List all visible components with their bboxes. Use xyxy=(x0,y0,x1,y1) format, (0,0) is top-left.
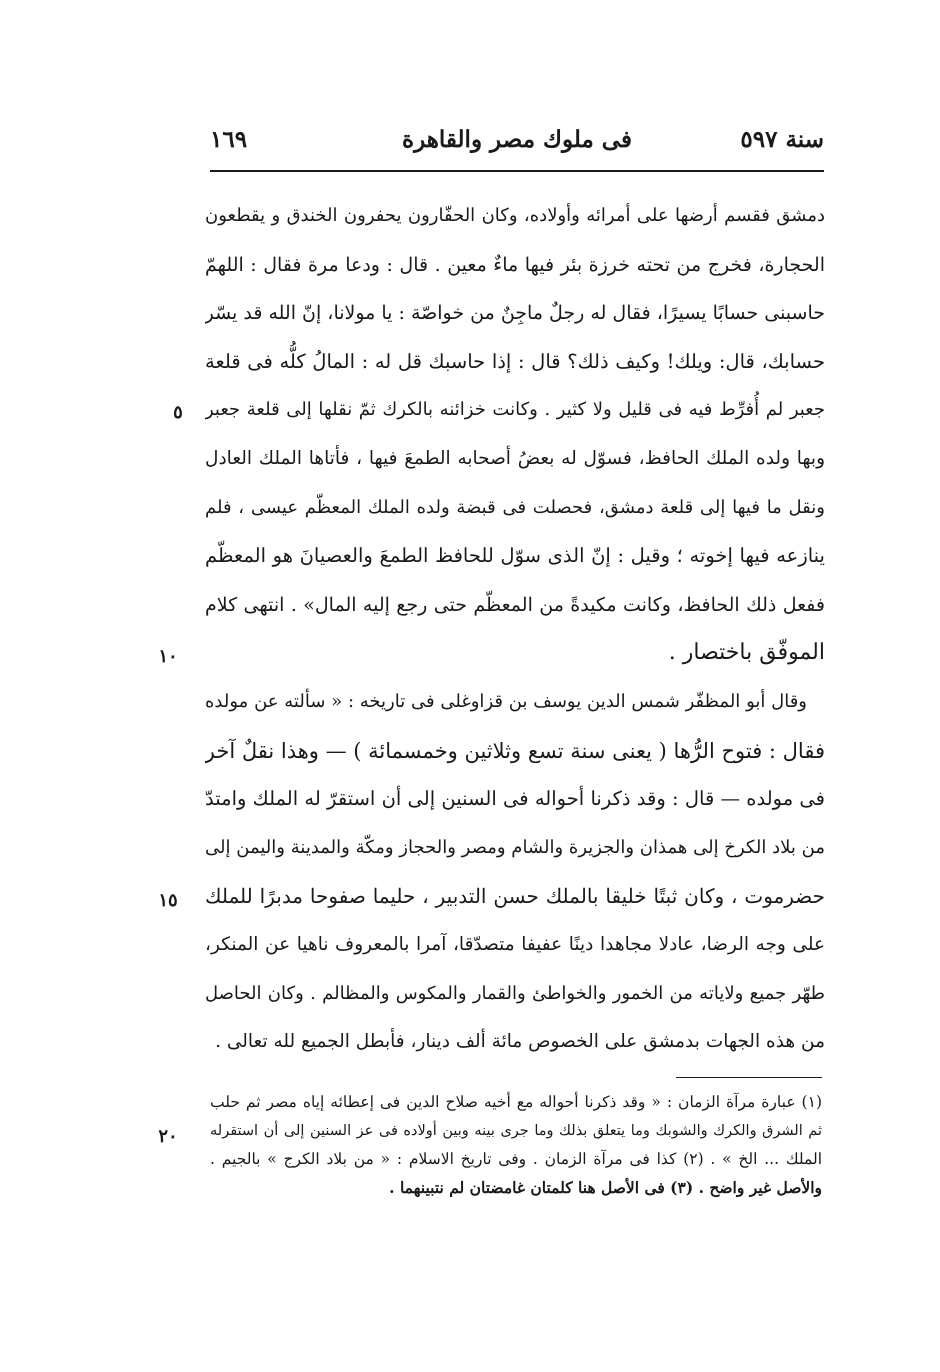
text-line: دمشق فقسم أرضها على أمرائه وأولاده، وكان الحفّارون يحفرون الخندق و يقطعون xyxy=(205,205,825,226)
text-line: من بلاد الكرخ إلى همذان والجزيرة والشام ومصر والحجاز ومكّة والمدينة واليمن إلى xyxy=(205,836,825,858)
text-line: الحجارة، فخرج من تحته خرزة بئر فيها ماءٌ معين . قال : ودعا مرة فقال : اللهمّ xyxy=(205,253,825,276)
text-line: ينازعه فيها إخوته ؛ وقيل : إنّ الذى سوّل للحافظ الطمعَ والعصيانَ هو المعظّم xyxy=(205,544,825,568)
footnote-line: والأصل غير واضح . (٣) فى الأصل هنا كلمتان غامضتان لم نتبينهما . xyxy=(389,1177,822,1197)
text-line: جعبر لم أُفرِّط فيه فى قليل ولا كثير . وكانت خزائنه بالكرك ثمّ نقلها إلى قلعة جعبر xyxy=(205,399,825,421)
line-number-20: ٢٠ xyxy=(158,1126,178,1147)
text-line: حضرموت ، وكان ثبتًا خليقا بالملك حسن التدبير ، حليما صفوحا مدبرًا للملك xyxy=(205,884,825,909)
line-number-10: ١٠ xyxy=(158,646,178,667)
text-line: على وجه الرضا، عادلا مجاهدا دينًا عفيفا متصدّقا، آمرا بالمعروف ناهيا عن المنكر، xyxy=(205,933,825,955)
text-line: حاسبنى حسابًا يسيرًا، فقال له رجلٌ ماجِنٌ من خواصّة : يا مولانا، إنّ الله قد يسّر xyxy=(205,302,825,325)
text-line: وبها ولده الملك الحافظ، فسوّل له بعضُ أصحابه الطمعَ فيها ، فأتاها الملك العادل xyxy=(205,447,825,469)
footnote-line: الملك ... الخ » . (٢) كذا فى مرآة الزمان . وفى تاريخ الاسلام : « من بلاد الكرج » بالجيم . xyxy=(210,1150,822,1168)
text-line: طهّر جميع ولاياته من الخمور والخواطئ والقمار والمكوس والمظالم . وكان الحاصل xyxy=(205,982,825,1004)
text-line: ونقل ما فيها إلى قلعة دمشق، فحصلت فى قبضة ولده الملك المعظّم عيسى ، فلم xyxy=(205,496,825,518)
text-line: ففعل ذلك الحافظ، وكانت مكيدةً من المعظّم حتى رجع إليه المال» . انتهى كلام xyxy=(205,593,825,616)
header-rule xyxy=(210,170,824,172)
line-number-15: ١٥ xyxy=(158,890,178,911)
footnotes xyxy=(210,1088,822,1202)
text-line: وقال أبو المظفّر شمس الدين يوسف بن قزاوغلى فى تاريخه : « سألته عن مولده xyxy=(205,690,807,712)
page-number: ١٦٩ xyxy=(210,126,248,153)
text-line: الموفّق باختصار . xyxy=(668,640,825,666)
main-text xyxy=(205,192,825,1067)
text-line: فقال : فتوح الرُّها ( يعنى سنة تسع وثلاثين وخمسمائة ) — وهذا نقلٌ آخر xyxy=(205,738,825,763)
header-year: سنة ٥٩٧ xyxy=(740,126,824,153)
footnote-line: ثم الشرق والكرك والشوبك وما يتعلق بذلك وما جرى بينه وبين أولاده فى عز السنين إلى أن استقرله xyxy=(210,1122,822,1139)
text-line: من هذه الجهات بدمشق على الخصوص مائة ألف دينار، فأبطل الجميع لله تعالى . xyxy=(215,1031,825,1053)
text-line: فى مولده — قال : وقد ذكرنا أحواله فى السنين إلى أن استقرّ له الملك وامتدّ xyxy=(205,787,825,811)
line-number-5: ٥ xyxy=(173,402,183,423)
running-header xyxy=(210,122,824,162)
text-line: حسابك، قال: ويلك! وكيف ذلك؟ قال : إذا حاسبك قل له : المالُ كلُّه فى قلعة xyxy=(205,349,825,373)
footnote-rule xyxy=(676,1077,822,1078)
header-title: فى ملوك مصر والقاهرة xyxy=(402,126,632,153)
footnote-line: (١) عبارة مرآة الزمان : « وقد ذكرنا أحواله مع أخيه صلاح الدين فى إعطائه إياه مصر ثم حلب xyxy=(210,1093,822,1111)
